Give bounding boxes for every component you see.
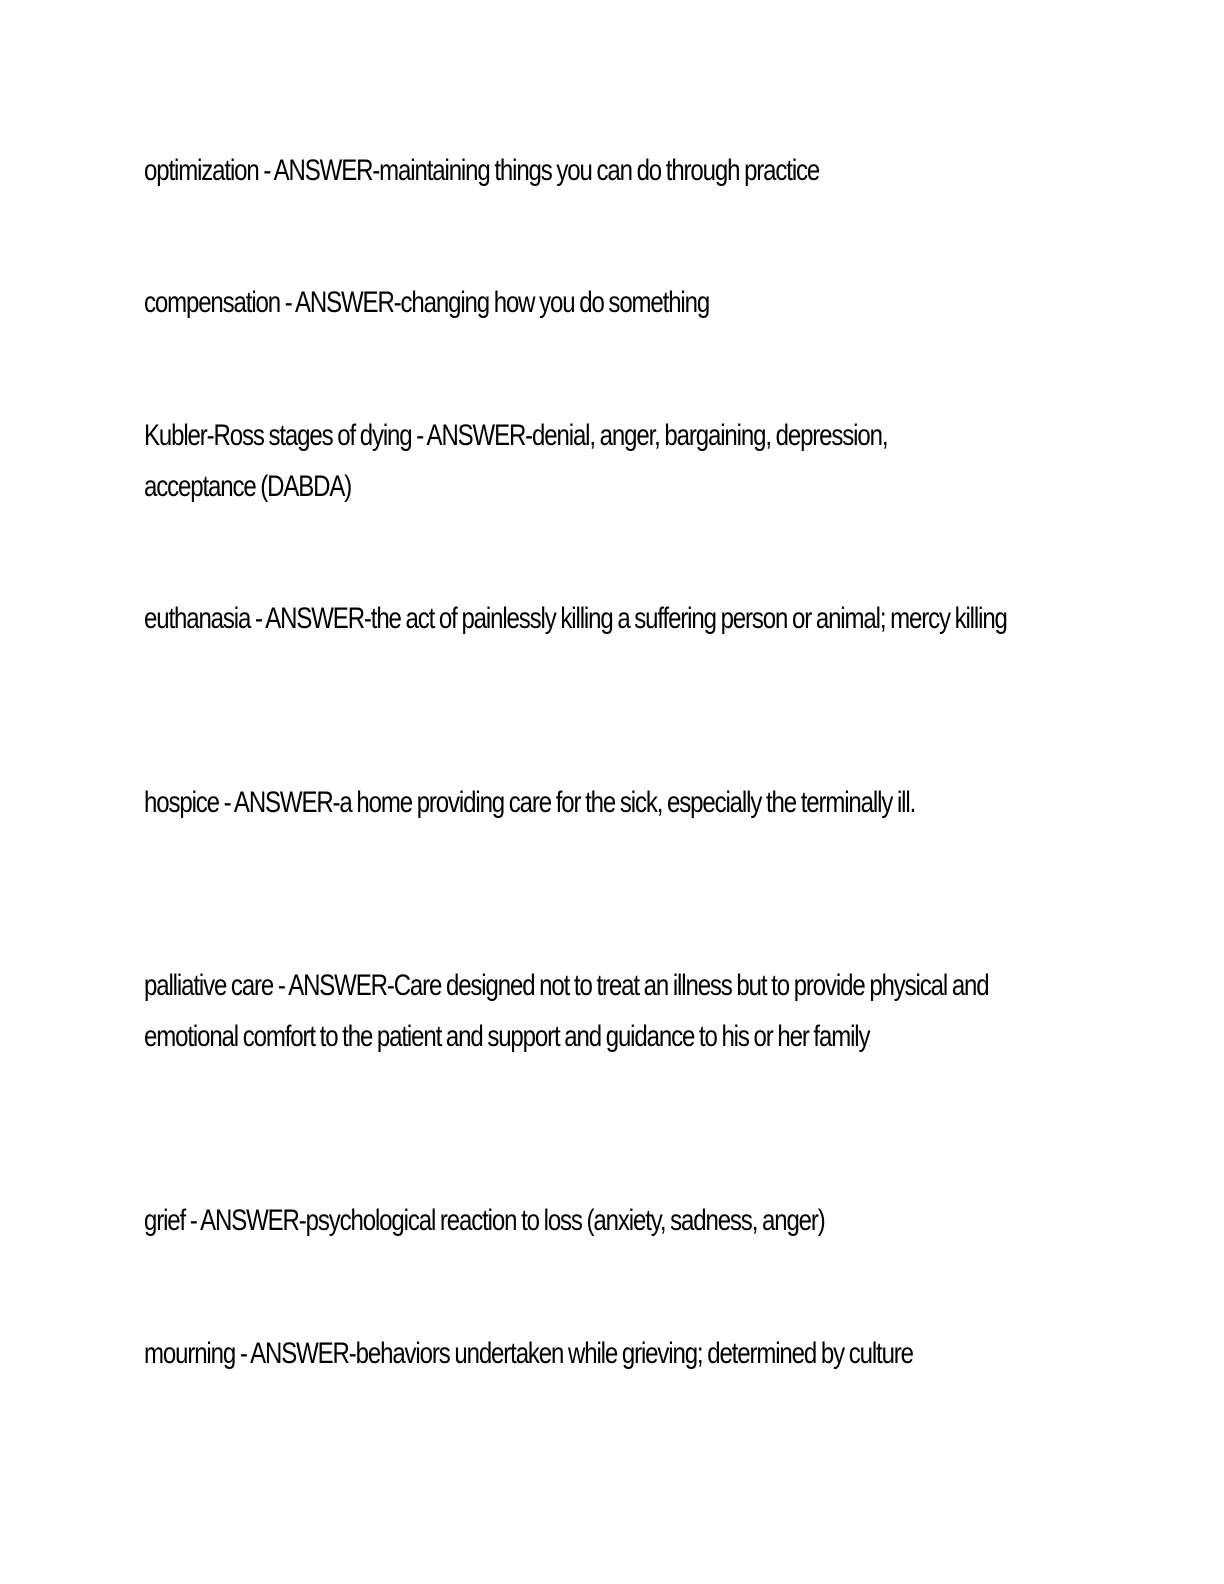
entry-term: palliative care: [144, 969, 274, 1002]
entry-definition: Care designed not to treat an illness but to provide physical and emotional comfort to the patient and support and guidance to his or her family: [144, 969, 989, 1053]
entry-definition: denial, anger, bargaining, depression, acceptance (DABDA): [144, 419, 888, 503]
entry-definition: behaviors undertaken while grieving; determined by culture: [355, 1337, 913, 1370]
entry-term: mourning: [144, 1337, 236, 1370]
entry-definition: a home providing care for the sick, especially the terminally ill.: [339, 786, 916, 819]
flashcard-entry-kubler-ross: [144, 410, 968, 512]
entry-term: optimization: [144, 154, 259, 187]
entry-term: euthanasia: [144, 602, 251, 635]
flashcard-entry-palliative-care: [144, 960, 1032, 1062]
entry-separator: - ANSWER-: [250, 602, 371, 635]
entry-separator: - ANSWER-: [218, 786, 340, 819]
entry-separator: - ANSWER-: [273, 969, 394, 1002]
entry-term: hospice: [144, 786, 219, 819]
flashcard-entry-optimization: [144, 145, 1072, 196]
entry-separator: - ANSWER-: [279, 286, 401, 319]
entry-definition: the act of painlessly killing a suffering person or animal; mercy killing: [370, 602, 1007, 635]
entry-separator: - ANSWER-: [235, 1337, 356, 1370]
entry-term: compensation: [144, 286, 280, 319]
entry-definition: maintaining things you can do through practice: [379, 154, 820, 187]
flashcard-entry-mourning: [144, 1328, 1048, 1379]
entry-definition: psychological reaction to loss (anxiety, sadness, anger): [305, 1204, 825, 1237]
entry-separator: - ANSWER-: [411, 419, 533, 452]
flashcard-entry-hospice: [144, 777, 1024, 828]
flashcard-entry-euthanasia: [144, 593, 1048, 644]
flashcard-entry-compensation: [144, 277, 1072, 328]
flashcard-entry-grief: [144, 1195, 1072, 1246]
entry-definition: changing how you do something: [400, 286, 710, 319]
entry-separator: - ANSWER-: [258, 154, 380, 187]
entry-term: grief: [144, 1204, 186, 1237]
entry-term: Kubler-Ross stages of dying: [144, 419, 412, 452]
entry-separator: - ANSWER-: [185, 1204, 306, 1237]
